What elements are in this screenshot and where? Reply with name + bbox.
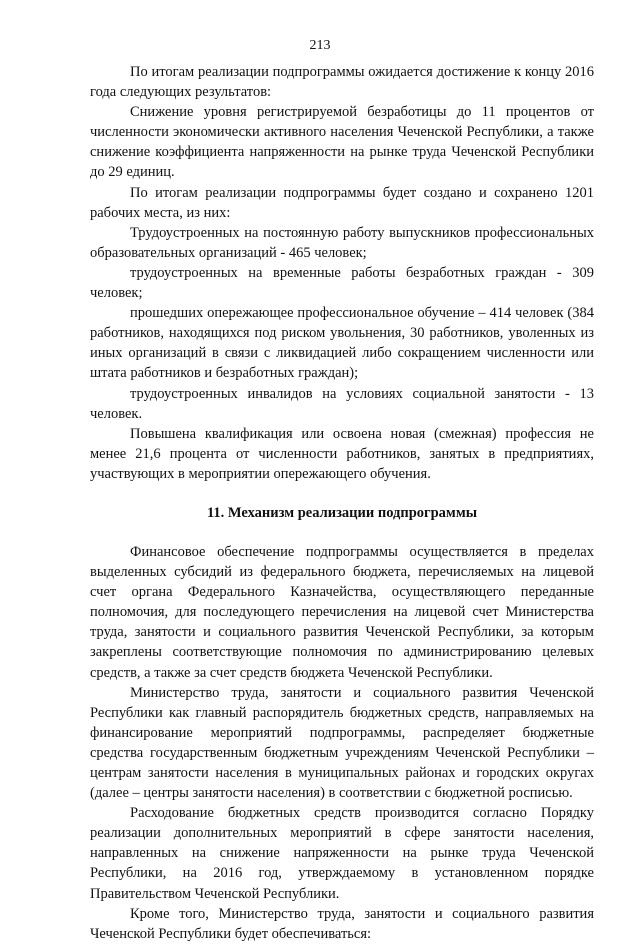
page-content: [90, 62, 594, 944]
paragraph: По итогам реализации подпрограммы будет создано и сохранено 1201 рабочих места, из них:: [90, 184, 594, 221]
page-number: 213: [309, 38, 331, 53]
paragraph: Повышена квалификация или освоена новая (смежная) профессия не менее 21,6 процента от численности работников, занятых в предприятиях, участвующих в мероприятии опережающего обучения.: [90, 425, 594, 482]
paragraph: трудоустроенных на временные работы безработных граждан - 309 человек;: [90, 264, 594, 302]
paragraph: Министерство труда, занятости и социального развития Чеченской Республики как главный распорядитель бюджетных средств, направляемых на финансирование мероприятий подпрограммы, распределяет бюджетные средства государственным бюджетным учреждениям Чеченской Республики – центрам занятости населения в муниципальных районах и городских округах (далее – центры занятости населения) в соответствии с бюджетной росписью.: [90, 684, 594, 802]
paragraph: Расходование бюджетных средств производится согласно Порядку реализации дополнительных мероприятий в сфере занятости населения, направленных на снижение напряженности на рынке труда Чеченской Республики, на 2016 год, утверждаемому в установленном порядке Правительством Чеченской Республики.: [90, 805, 594, 902]
paragraph: Трудоустроенных на постоянную работу выпускников профессиональных образовательных организаций - 465 человек;: [90, 224, 594, 261]
paragraph: прошедших опережающее профессиональное обучение – 414 человек (384 работников, находящихся под риском увольнения, 30 работников, уволенных из иных организаций в связи с ликвидацией либо сокращением численности или штата работников и безработных граждан);: [90, 305, 594, 382]
section-heading: 11. Механизм реализации подпрограммы: [206, 504, 478, 521]
paragraph: Кроме того, Министерство труда, занятости и социального развития Чеченской Республики будет обеспечиваться:: [90, 905, 594, 942]
paragraph: Снижение уровня регистрируемой безработицы до 11 процентов от численности экономически активного населения Чеченской Республики, а также снижение коэффициента напряженности на рынке труда Чеченской Республики до 29 единиц.: [90, 104, 594, 181]
paragraph: По итогам реализации подпрограммы ожидается достижение к концу 2016 года следующих результатов:: [90, 64, 594, 101]
paragraph: трудоустроенных инвалидов на условиях социальной занятости - 13 человек.: [90, 385, 594, 422]
paragraph: Финансовое обеспечение подпрограммы осуществляется в пределах выделенных субсидий из федерального бюджета, перечисляемых на лицевой счет органа Федерального Казначейства, осуществляющего переданные полномочия, для последующего перечисления на лицевой счет Министерства труда, занятости и социального развития Чеченской Республики, за которым закреплены соответствующие полномочия по администрированию целевых средств, а также за счет средств бюджета Чеченской Республики.: [90, 543, 594, 681]
